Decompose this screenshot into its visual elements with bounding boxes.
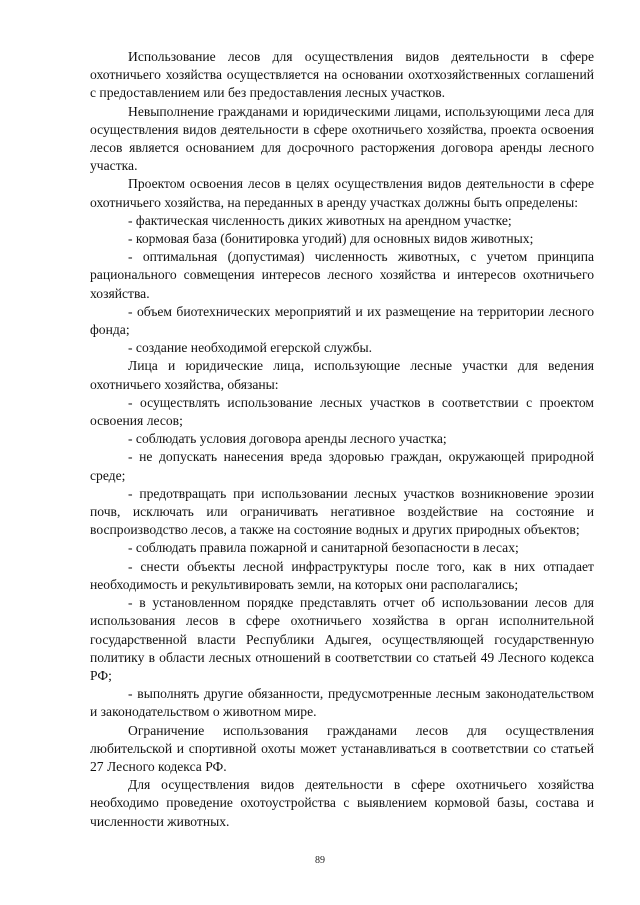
paragraph: Лица и юридические лица, использующие лесные участки для ведения охотничьего хозяйства, обязаны: bbox=[90, 358, 594, 392]
paragraph: Для осуществления видов деятельности в сфере охотничьего хозяйства необходимо проведение охотоустройства с выявлением кормовой базы, состава и численности животных. bbox=[90, 777, 594, 829]
list-item: - в установленном порядке представлять отчет об использовании лесов для использования лесов в сфере охотничьего хозяйства в орган исполнительной государственной власти Республики Адыгея, осуществляющей государственную политику в области лесных отношений в соответствии со статьей 49 Лесного кодекса РФ; bbox=[90, 595, 594, 683]
list-item: - выполнять другие обязанности, предусмотренные лесным законодательством и законодательством о животном мире. bbox=[90, 686, 594, 720]
list-item: - создание необходимой егерской службы. bbox=[128, 340, 373, 356]
list-item: - соблюдать условия договора аренды лесного участка; bbox=[128, 431, 447, 447]
paragraph: Использование лесов для осуществления видов деятельности в сфере охотничьего хозяйства осуществляется на основании охотхозяйственных соглашений с предоставлением или без предоставления лесных участков. bbox=[90, 49, 594, 101]
paragraph: Ограничение использования гражданами лесов для осуществления любительской и спортивной охоты может устанавливаться в соответствии со статьей 27 Лесного кодекса РФ. bbox=[90, 722, 594, 774]
list-item: - кормовая база (бонитировка угодий) для основных видов животных; bbox=[128, 231, 534, 247]
document-page bbox=[90, 48, 594, 831]
paragraph: Невыполнение гражданами и юридическими лицами, использующими леса для осуществления видов деятельности в сфере охотничьего хозяйства, проекта освоения лесов является основанием для досрочного расторжения договора аренды лесного участка. bbox=[90, 103, 594, 174]
list-item: - оптимальная (допустимая) численность животных, с учетом принципа рационального совмещения интересов лесного хозяйства и интересов охотничьего хозяйства. bbox=[90, 249, 594, 301]
list-item: - соблюдать правила пожарной и санитарной безопасности в лесах; bbox=[128, 540, 519, 556]
list-item: - не допускать нанесения вреда здоровью граждан, окружающей природной среде; bbox=[90, 449, 594, 483]
paragraph: Проектом освоения лесов в целях осуществления видов деятельности в сфере охотничьего хозяйства, на переданных в аренду участках должны быть определены: bbox=[90, 176, 594, 210]
list-item: - осуществлять использование лесных участков в соответствии с проектом освоения лесов; bbox=[90, 394, 594, 429]
list-item: - предотвращать при использовании лесных участков возникновение эрозии почв, исключать или ограничивать негативное воздействие на состояние и воспроизводство лесов, а также на состояние водных и других природных объектов; bbox=[90, 485, 594, 538]
page-number: 89 bbox=[315, 855, 325, 866]
list-item: - фактическая численность диких животных на арендном участке; bbox=[128, 212, 512, 228]
list-item: - объем биотехнических мероприятий и их размещение на территории лесного фонда; bbox=[90, 303, 594, 338]
list-item: - снести объекты лесной инфраструктуры после того, как в них отпадает необходимость и рекультивировать земли, на которых они располагались; bbox=[90, 558, 594, 592]
